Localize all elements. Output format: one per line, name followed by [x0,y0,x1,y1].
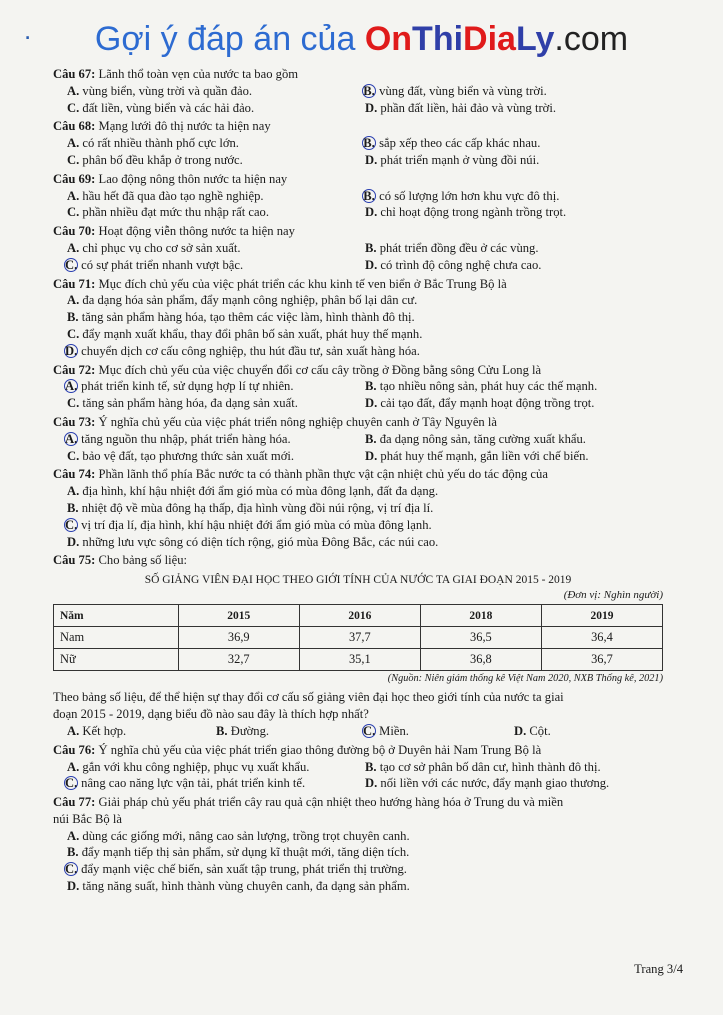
question-text: Giải pháp chủ yếu phát triển cây rau quả cận nhiệt theo hướng hàng hóa ở Trung du và miền [98,795,564,810]
option-text: phần nhiều đạt mức thu nhập rất cao. [82,205,269,220]
option-letter-selected: D. [65,343,78,358]
table-cell: Nữ [54,649,179,671]
table-cell: 37,7 [299,627,420,649]
option [53,483,663,500]
option [53,83,353,100]
exam-content [53,66,663,897]
option-letter: B. [365,759,377,774]
question-text: Ý nghĩa chủ yếu của việc phát triển nông nghiệp chuyên canh ở Tây Nguyên là [98,414,497,429]
question-number: Câu 67: [53,67,96,81]
question-number: Câu 73: [53,414,96,429]
option-row [53,83,663,100]
banner-brand-ly: Ly [515,20,555,58]
option-letter: A. [67,188,80,203]
option-letter: A. [67,723,80,738]
table-source: (Nguồn: Niên giám thống kê Việt Nam 2020, NXB Thống kê, 2021) [387,673,663,685]
option [514,723,663,740]
option-letter: B. [67,845,79,860]
question-stem [53,794,663,811]
option-letter: B. [67,310,79,325]
option-text: nâng cao năng lực vận tải, phát triển kinh tế. [81,776,306,791]
question-stem [53,171,663,188]
option-letter-selected: C. [65,776,78,791]
option-letter-selected: C. [65,257,78,272]
option-letter-selected: A. [65,379,78,394]
option [53,240,353,257]
table-cell: 36,5 [420,627,541,649]
question-paragraph: Theo bảng số liệu, để thể hiện sự thay đổi cơ cấu số giảng viên đại học theo giới tính của nước ta giai [53,690,564,705]
banner-prefix: Gợi ý đáp án của [94,20,365,58]
option-text: đất liền, vùng biển và các hải đảo. [82,100,255,115]
option [365,723,514,740]
option-text: phát triển đồng đều ở các vùng. [379,240,539,255]
option [53,326,663,343]
question-number: Câu 69: [53,171,96,186]
option-letter: D. [365,396,378,411]
option [353,257,663,274]
table-title: SỐ GIẢNG VIÊN ĐẠI HỌC THEO GIỚI TÍNH CỦA NƯỚC TA GIAI ĐOẠN 2015 - 2019 [144,574,572,587]
option-letter: A. [67,83,80,98]
option-letter: D. [365,205,378,220]
option-text: vùng biển, vùng trời và quần đảo. [82,83,253,98]
question-number: Câu 76: [53,742,96,757]
table-cell: 36,7 [541,649,662,671]
option-text: phân bố đều khắp ở trong nước. [82,152,243,167]
question-number: Câu 75: [53,553,96,568]
question-stem [53,362,663,379]
question-number: Câu 71: [53,276,96,291]
question-block [53,66,663,116]
option [53,759,353,776]
banner-brand-thi: Thi [412,20,464,58]
page-number: Trang 3/4 [634,962,683,976]
option-letter-selected: A. [65,431,78,446]
option-text: gắn với khu công nghiệp, phục vụ xuất khẩu. [82,759,310,774]
option-text: những lưu vực sông có diện tích rộng, gió mùa Đông Bắc, các núi cao. [82,534,439,549]
option-letter: A. [67,136,80,151]
banner-brand-on: On [364,20,413,58]
option [53,257,353,274]
question-text: Cho bảng số liệu: [98,553,188,568]
option-row [53,395,663,412]
option-text: chỉ hoạt động trong ngành trồng trọt. [380,205,567,220]
option-letter: D. [365,152,378,167]
option [53,775,353,792]
option-row [53,431,663,448]
table-cell: 32,7 [178,649,299,671]
banner-dot: . [24,15,32,45]
option-letter-selected: C. [363,723,376,738]
banner-brand-dia: Dia [463,20,516,58]
option [53,878,663,895]
question-block [53,362,663,412]
option [353,759,663,776]
option-letter-selected: B. [363,83,375,98]
option-letter-selected: B. [363,136,375,151]
option-text: có sự phát triển nhanh vượt bậc. [81,257,244,272]
table-cell: 36,8 [420,649,541,671]
question-block [53,171,663,221]
table-cell: Nam [54,627,179,649]
table-row [54,649,663,671]
option-text: Kết hợp. [82,723,127,738]
option-text: sắp xếp theo các cấp khác nhau. [379,136,541,151]
option-row [53,240,663,257]
option-text: phát triển kinh tế, sử dụng hợp lí tự nhiên. [81,379,294,394]
option-letter: D. [67,879,80,894]
question-text: Mạng lưới đô thị nước ta hiện nay [98,119,271,134]
table-header-cell: 2019 [541,605,662,627]
option-row [53,188,663,205]
option-letter: A. [67,484,80,499]
question-paragraph: đoạn 2015 - 2019, dạng biểu đồ nào sau đây là thích hợp nhất? [53,706,369,721]
option-text: tăng sản phẩm hàng hóa, đa dạng sản xuất. [82,396,298,411]
question-block [53,414,663,464]
option [353,83,663,100]
question-stem [53,466,663,483]
option [53,534,663,551]
option-text: vị trí địa lí, địa hình, khí hậu nhiệt đới ẩm gió mùa có mùa đông lạnh. [81,517,432,532]
question-stem [53,118,663,135]
question-number: Câu 68: [53,119,96,134]
option [53,343,663,360]
option-row [53,204,663,221]
table-cell: 36,4 [541,627,662,649]
option-text: chỉ phục vụ cho cơ sở sản xuất. [82,240,241,255]
question-75 [53,552,663,739]
option [53,378,353,395]
question-number: Câu 72: [53,362,96,377]
question-block [53,466,663,550]
question-text: Mục đích chủ yếu của việc chuyển đổi cơ cấu cây trồng ở Đồng bằng sông Cửu Long là [98,362,542,377]
option [353,431,663,448]
data-table [53,604,663,671]
option-text: Đường. [230,723,270,738]
option [353,188,663,205]
option [67,723,216,740]
option [353,448,663,465]
option-text: phát huy thế mạnh, gắn liền với chế biến. [380,448,589,463]
question-number: Câu 74: [53,467,96,482]
option-letter: C. [67,448,80,463]
option [53,152,353,169]
option [353,775,663,792]
option-letter: C. [67,396,80,411]
question-number: Câu 70: [53,224,96,239]
option-letter: D. [365,257,378,272]
question-block [53,118,663,168]
option-letter: B. [216,723,228,738]
option [53,188,353,205]
option-text: đa dạng nông sản, tăng cường xuất khẩu. [379,431,586,446]
table-header-cell: 2018 [420,605,541,627]
option-text: đẩy mạnh tiếp thị sản phẩm, sử dụng kĩ thuật mới, tăng diện tích. [81,845,410,860]
question-77 [53,794,663,895]
option-text: Cột. [529,723,551,738]
option-text: bảo vệ đất, tạo phương thức sản xuất mới. [82,448,295,463]
option-text: đẩy mạnh xuất khẩu, thay đổi phân bố sản xuất, phát huy thế mạnh. [82,326,423,341]
option-text: nối liền với các nước, đẩy mạnh giao thương. [380,776,610,791]
option-letter-selected: C. [65,862,78,877]
option [53,517,663,534]
option-text: cải tạo đất, đẩy mạnh hoạt động trồng trọt. [380,396,595,411]
option-letter: B. [67,500,79,515]
option [53,828,663,845]
option-letter-selected: C. [65,517,78,532]
table-cell: 36,9 [178,627,299,649]
question-stem [53,414,663,431]
option-text: phần đất liền, hải đảo và vùng trời. [380,100,556,115]
option-row [53,257,663,274]
option [53,844,663,861]
question-stem [53,552,663,569]
option [53,309,663,326]
option-row [53,378,663,395]
option [53,292,663,309]
question-stem [53,742,663,759]
option-row [53,448,663,465]
option [353,204,663,221]
option [53,100,353,117]
option-text: địa hình, khí hậu nhiệt đới ẩm gió mùa có mùa đông lạnh, đất đa dạng. [82,484,439,499]
option [353,395,663,412]
option-letter: C. [67,326,80,341]
option-text: hầu hết đã qua đào tạo nghề nghiệp. [82,188,264,203]
option-text: tăng sản phẩm hàng hóa, tạo thêm các việc làm, hình thành đô thị. [81,310,415,325]
option-text: đa dạng hóa sản phẩm, đẩy mạnh công nghiệp, phân bố lại dân cư. [82,293,418,308]
question-text: Mục đích chủ yếu của việc phát triển các khu kinh tế ven biển ở Bắc Trung Bộ là [98,276,507,291]
option [353,378,663,395]
option [53,204,353,221]
option-row [53,759,663,776]
banner-suffix: .com [554,20,629,58]
option-row [53,135,663,152]
option-letter: D. [365,448,378,463]
option [353,135,663,152]
table-header-row [54,605,663,627]
option-text: chuyển dịch cơ cấu công nghiệp, thu hút đầu tư, sản xuất hàng hóa. [81,343,420,358]
option-letter: D. [365,100,378,115]
question-block [53,223,663,273]
question-block [53,276,663,360]
option-row [53,100,663,117]
option-row [53,775,663,792]
table-header-cell: 2015 [178,605,299,627]
table-cell: 35,1 [299,649,420,671]
option-letter: B. [365,379,377,394]
option-letter: C. [67,205,80,220]
option [53,448,353,465]
question-text: Hoạt động viễn thông nước ta hiện nay [98,224,295,239]
question-stem [53,276,663,293]
table-header-cell: 2016 [299,605,420,627]
option-letter: D. [514,723,527,738]
option-letter: D. [365,776,378,791]
question-76 [53,742,663,792]
option-letter: C. [67,152,80,167]
option [53,861,663,878]
option-row [53,723,663,740]
option [53,500,663,517]
question-text: Lao động nông thôn nước ta hiện nay [98,171,288,186]
option-text: phát triển mạnh ở vùng đồi núi. [380,152,540,167]
option [353,240,663,257]
option-text: có rất nhiều thành phố cực lớn. [82,136,239,151]
option-letter: A. [67,293,80,308]
option-text: tạo nhiều nông sản, phát huy các thế mạnh. [379,379,598,394]
question-text: Ý nghĩa chủ yếu của việc phát triển giao thông đường bộ ở Duyên hải Nam Trung Bộ là [98,742,542,757]
table-header-cell: Năm [54,605,179,627]
option [53,431,353,448]
option-letter: D. [67,534,80,549]
option-text: có trình độ công nghệ chưa cao. [380,257,542,272]
option-text: có số lượng lớn hơn khu vực đô thị. [379,188,560,203]
option [216,723,365,740]
table-unit: (Đơn vị: Nghìn người) [563,589,663,602]
question-text: Lãnh thổ toàn vẹn của nước ta bao gồm [98,67,299,81]
option-text: tăng nguồn thu nhập, phát triển hàng hóa. [81,431,291,446]
question-stem [53,223,663,240]
question-list [53,66,663,550]
question-number: Câu 77: [53,795,96,810]
option-text: nhiệt độ về mùa đông hạ thấp, địa hình vùng đồi núi rộng, vị trí địa lí. [81,500,434,515]
option-letter: A. [67,828,80,843]
option-text: vùng đất, vùng biển và vùng trời. [379,83,547,98]
option [53,135,353,152]
option-letter: A. [67,759,80,774]
option [53,395,353,412]
option [353,100,663,117]
option-row [53,152,663,169]
option-text: Miền. [379,723,409,738]
option-text: tăng năng suất, hình thành vùng chuyên canh, đa dạng sản phẩm. [82,879,410,894]
option-letter: A. [67,240,80,255]
site-banner [0,14,723,64]
question-text: Phần lãnh thổ phía Bắc nước ta có thành phần thực vật cận nhiệt chủ yếu do tác động của [98,467,548,482]
option-letter: B. [365,240,377,255]
question-stem-continued: núi Bắc Bộ là [53,811,122,826]
option-letter-selected: B. [363,188,375,203]
table-row [54,627,663,649]
option-text: đẩy mạnh việc chế biến, sản xuất tập trung, phát triển thị trường. [81,862,407,877]
option-letter: B. [365,431,377,446]
option [353,152,663,169]
option-letter: C. [67,100,80,115]
option-text: dùng các giống mới, nâng cao sản lượng, trồng trọt chuyên canh. [82,828,410,843]
option-text: tạo cơ sở phân bố dân cư, hình thành đô thị. [379,759,601,774]
question-stem [53,66,663,83]
